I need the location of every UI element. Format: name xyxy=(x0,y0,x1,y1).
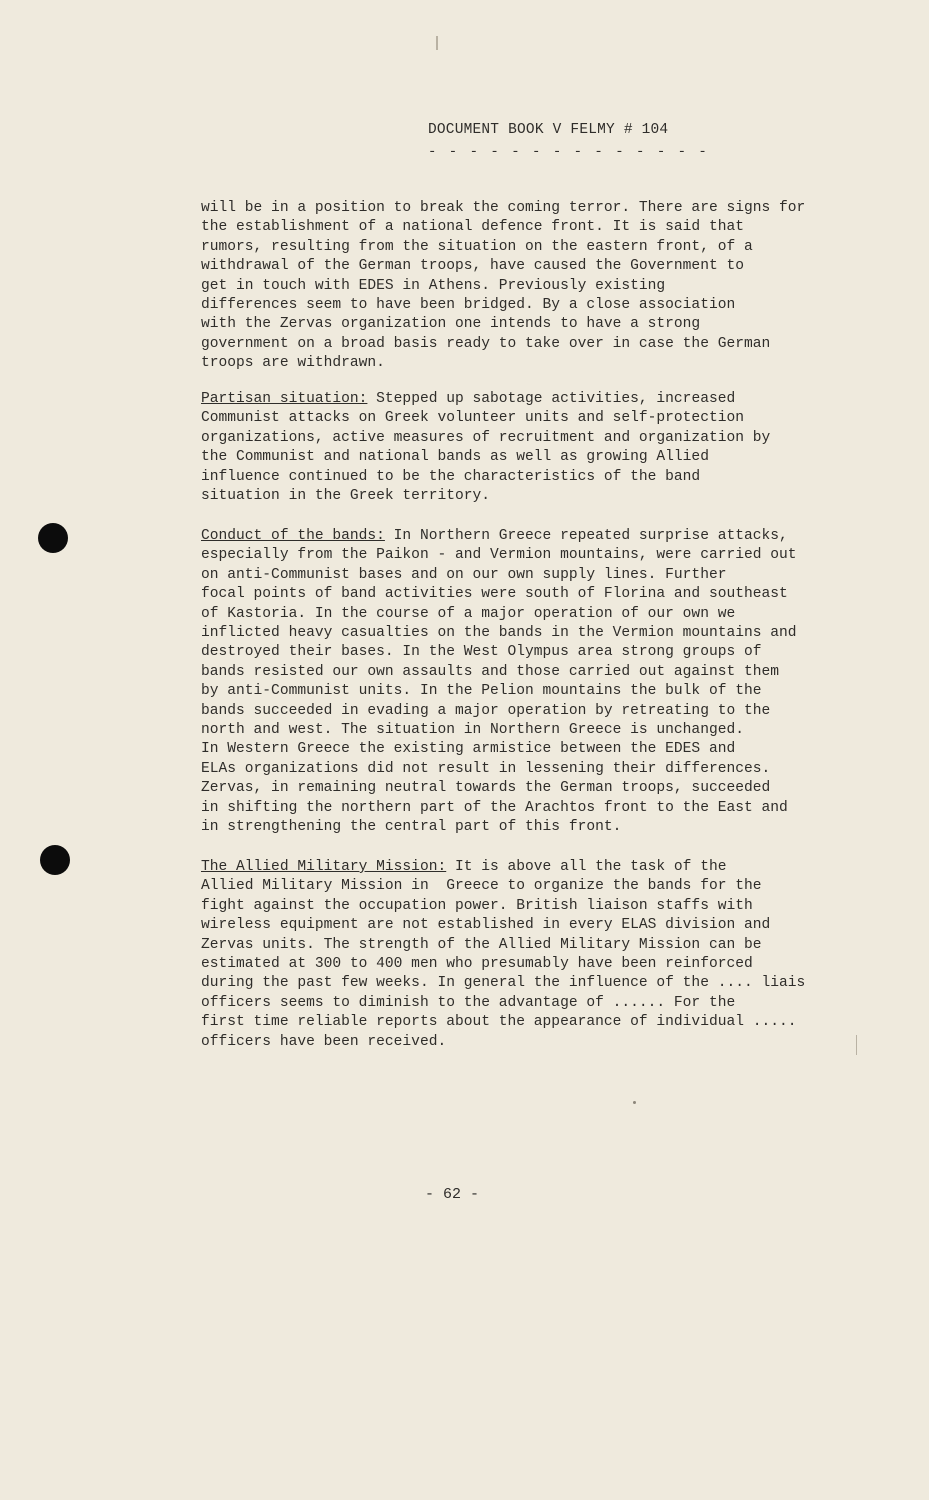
paper-mark xyxy=(436,36,438,50)
text-line: In Western Greece the existing armistice between the EDES and xyxy=(201,741,736,758)
text-line: in shifting the northern part of the Arachtos front to the East and xyxy=(201,799,788,816)
text-line: organizations, active measures of recruitment and organization by xyxy=(201,429,771,446)
text-run: It is above all the task of the xyxy=(446,859,727,875)
paragraph-allied-military-mission xyxy=(201,858,871,1052)
text-line: especially from the Paikon - and Vermion mountains, were carried out xyxy=(201,547,797,564)
text-line xyxy=(201,858,871,877)
paragraph-partisan-situation xyxy=(201,390,871,506)
text-line: during the past few weeks. In general the influence of the .... liais xyxy=(201,975,806,992)
punch-hole xyxy=(38,523,68,553)
text-line: rumors, resulting from the situation on the eastern front, of a xyxy=(201,238,753,255)
text-line: bands succeeded in evading a major operation by retreating to the xyxy=(201,702,771,719)
text-line: Allied Military Mission in Greece to organize the bands for the xyxy=(201,878,762,895)
text-line: Zervas, in remaining neutral towards the German troops, succeeded xyxy=(201,780,771,797)
section-heading: Conduct of the bands: xyxy=(201,528,385,544)
text-line: influence continued to be the characteristics of the band xyxy=(201,468,701,485)
text-line xyxy=(201,390,871,409)
text-line: officers seems to diminish to the advantage of ...... For the xyxy=(201,994,736,1011)
text-line: situation in the Greek territory. xyxy=(201,488,491,505)
text-line: destroyed their bases. In the West Olympus area strong groups of xyxy=(201,644,762,661)
text-line: Communist attacks on Greek volunteer units and self-protection xyxy=(201,410,744,427)
page-number: - 62 - xyxy=(425,1186,480,1203)
text-line: on anti-Communist bases and on our own supply lines. Further xyxy=(201,566,727,583)
text-line: the Communist and national bands as well as growing Allied xyxy=(201,449,709,466)
text-line: inflicted heavy casualties on the bands in the Vermion mountains and xyxy=(201,625,797,642)
text-run: Stepped up sabotage activities, increased xyxy=(367,391,736,407)
text-line: focal points of band activities were south of Florina and southeast xyxy=(201,586,788,603)
text-line: estimated at 300 to 400 men who presumably have been reinforced xyxy=(201,956,753,973)
section-heading: The Allied Military Mission: xyxy=(201,859,447,875)
text-line xyxy=(201,527,871,546)
paper-mark xyxy=(856,1035,857,1055)
section-heading: Partisan situation: xyxy=(201,391,368,407)
text-line: will be in a position to break the coming terror. There are signs for xyxy=(201,200,806,216)
header-underline: - - - - - - - - - - - - - - xyxy=(428,144,709,160)
punch-hole xyxy=(40,845,70,875)
text-line: of Kastoria. In the course of a major operation of our own we xyxy=(201,605,736,622)
text-line: Zervas units. The strength of the Allied Military Mission can be xyxy=(201,936,762,953)
text-line: fight against the occupation power. British liaison staffs with xyxy=(201,897,753,914)
text-line: bands resisted our own assaults and those carried out against them xyxy=(201,663,780,680)
text-line: with the Zervas organization one intends to have a strong xyxy=(201,316,701,333)
text-line: the establishment of a national defence front. It is said that xyxy=(201,219,744,236)
text-line: in strengthening the central part of this front. xyxy=(201,819,622,836)
text-line: get in touch with EDES in Athens. Previously existing xyxy=(201,277,666,294)
text-line: north and west. The situation in Northern Greece is unchanged. xyxy=(201,722,744,739)
text-line: first time reliable reports about the appearance of individual ..... xyxy=(201,1014,797,1031)
paragraph-intro xyxy=(201,199,871,374)
text-line: government on a broad basis ready to take over in case the German xyxy=(201,335,771,352)
text-line: ELAs organizations did not result in lessening their differences. xyxy=(201,760,771,777)
document-header: DOCUMENT BOOK V FELMY # 104 xyxy=(428,122,669,138)
text-line: withdrawal of the German troops, have caused the Government to xyxy=(201,258,744,275)
text-line: wireless equipment are not established in every ELAS division and xyxy=(201,917,771,934)
text-line: differences seem to have been bridged. By a close association xyxy=(201,297,736,314)
text-line: troops are withdrawn. xyxy=(201,355,385,372)
text-line: officers have been received. xyxy=(201,1033,447,1050)
paragraph-conduct-of-bands xyxy=(201,527,871,838)
paper-speck xyxy=(633,1101,636,1104)
text-run: In Northern Greece repeated surprise attacks, xyxy=(384,528,788,544)
text-line: by anti-Communist units. In the Pelion mountains the bulk of the xyxy=(201,683,762,700)
